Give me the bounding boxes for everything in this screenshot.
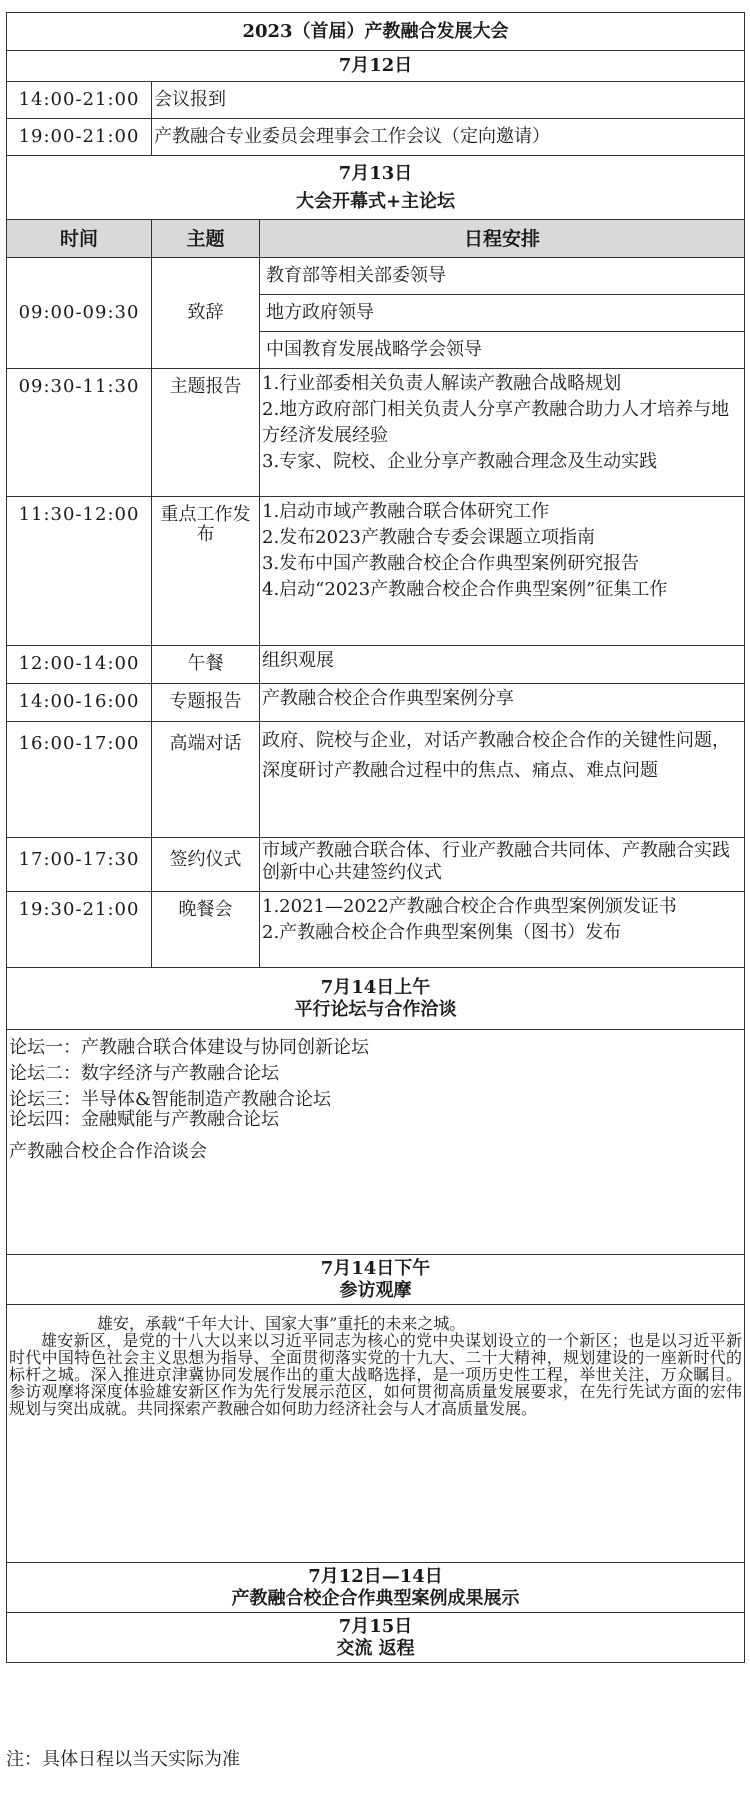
day3am-date: 7月14日上午 (320, 976, 431, 998)
day2-subtitle: 大会开幕式+主论坛 (295, 190, 456, 212)
last-subtitle: 交流 返程 (336, 1637, 415, 1659)
last-heading (7, 1613, 745, 1663)
agenda-items (260, 722, 745, 838)
agenda-time: 11:30-12:00 (7, 497, 152, 646)
visit-intro: 雄安，承载“千年大计、国家大事”重托的未来之城。 (97, 1314, 466, 1333)
footnote: 注：具体日程以当天实际为准 (6, 1749, 240, 1770)
agenda-item: 2.产教融合校企合作典型案例集（图书）发布 (262, 922, 622, 943)
schedule-table (6, 12, 745, 1663)
day1-time-2: 19:00-21:00 (7, 119, 152, 156)
forum-list (7, 1030, 745, 1255)
agenda-item: 1.启动市域产教融合联合体研究工作 (262, 501, 550, 522)
welcome-item: 中国教育发展战略学会领导 (266, 339, 482, 360)
agenda-item: 市域产教融合联合体、行业产教融合共同体、产教融合实践创新中心共建签约仪式 (262, 840, 730, 883)
agenda-items (260, 369, 745, 497)
agenda-time: 16:00-17:00 (7, 722, 152, 838)
day3pm-subtitle: 参访观摩 (339, 1279, 412, 1301)
agenda-item: 2.地方政府部门相关负责人分享产教融合助力人才培养与地方经济发展经验 (262, 399, 730, 446)
agenda-items (260, 684, 745, 722)
agenda-time: 19:30-21:00 (7, 892, 152, 968)
agenda-topic: 晚餐会 (152, 892, 260, 968)
day2-date: 7月13日 (338, 162, 413, 184)
exhibit-date: 7月12日—14日 (308, 1565, 443, 1587)
agenda-time: 14:00-16:00 (7, 684, 152, 722)
forum-item: 产教融合校企合作洽谈会 (9, 1141, 207, 1162)
welcome-topic: 致辞 (152, 258, 260, 369)
exhibit-heading (7, 1563, 745, 1613)
agenda-item: 4.启动“2023产教融合校企合作典型案例”征集工作 (262, 579, 668, 600)
visit-description (7, 1305, 745, 1563)
forum-item: 论坛四：金融赋能与产教融合论坛 (9, 1109, 279, 1130)
agenda-item: 政府、院校与企业，对话产教融合校企合作的关键性问题，深度研讨产教融合过程中的焦点、痛点、难点问题 (262, 730, 730, 781)
day3pm-heading (7, 1255, 745, 1305)
day1-item-2: 产教融合专业委员会理事会工作会议（定向邀请） (152, 119, 745, 156)
forum-item: 论坛二：数字经济与产教融合论坛 (9, 1063, 279, 1084)
agenda-topic: 高端对话 (152, 722, 260, 838)
day1-time-1: 14:00-21:00 (7, 82, 152, 119)
agenda-items (260, 838, 745, 892)
day2-heading (7, 156, 745, 220)
schedule-sheet (6, 12, 744, 1663)
agenda-items (260, 497, 745, 646)
welcome-items (260, 258, 745, 369)
header-time: 时间 (7, 220, 152, 258)
agenda-item: 产教融合校企合作典型案例分享 (262, 688, 514, 709)
agenda-topic: 签约仪式 (152, 838, 260, 892)
forum-item: 论坛三：半导体&智能制造产教融合论坛 (9, 1089, 332, 1110)
agenda-items (260, 646, 745, 684)
header-topic: 主题 (152, 220, 260, 258)
header-agenda: 日程安排 (260, 220, 745, 258)
day1-date: 7月12日 (7, 51, 745, 82)
visit-body: 雄安新区，是党的十八大以来以习近平同志为核心的党中央谋划设立的一个新区；也是以习近平新时代中国特色社会主义思想为指导、全面贯彻落实党的十九大、二十大精神，规划建设的一座新时代的标杆之城。深入推进京津冀协同发展作出的重大战略选择，是一项历史性工程，举世关注，万众瞩目。参访观摩将深度体验雄安新区作为先行发展示范区，如何贯彻高质量发展要求，在先行先试方面的宏伟规划与突出成就。共同探索产教融合如何助力经济社会与人才高质量发展。 (9, 1331, 742, 1418)
welcome-item: 地方政府领导 (260, 295, 744, 332)
agenda-time: 17:00-17:30 (7, 838, 152, 892)
agenda-item: 1.2021—2022产教融合校企合作典型案例颁发证书 (262, 896, 677, 917)
agenda-item: 1.行业部委相关负责人解读产教融合战略规划 (262, 373, 622, 394)
agenda-time: 12:00-14:00 (7, 646, 152, 684)
exhibit-subtitle: 产教融合校企合作典型案例成果展示 (231, 1587, 520, 1609)
agenda-topic: 午餐 (152, 646, 260, 684)
agenda-time: 09:30-11:30 (7, 369, 152, 497)
day3am-heading (7, 968, 745, 1030)
day3pm-date: 7月14日下午 (320, 1257, 431, 1279)
agenda-topic: 专题报告 (152, 684, 260, 722)
agenda-topic: 重点工作发布 (152, 497, 260, 646)
welcome-item: 教育部等相关部委领导 (260, 258, 744, 295)
welcome-time: 09:00-09:30 (7, 258, 152, 369)
agenda-topic: 主题报告 (152, 369, 260, 497)
day3am-subtitle: 平行论坛与合作洽谈 (294, 998, 457, 1020)
agenda-item: 2.发布2023产教融合专委会课题立项指南 (262, 527, 595, 548)
agenda-item: 3.专家、院校、企业分享产教融合理念及生动实践 (262, 451, 658, 472)
forum-item: 论坛一：产教融合联合体建设与协同创新论坛 (9, 1037, 369, 1058)
conference-title: 2023（首届）产教融合发展大会 (7, 13, 745, 51)
day1-item-1: 会议报到 (152, 82, 745, 119)
last-date: 7月15日 (338, 1615, 413, 1637)
agenda-item: 3.发布中国产教融合校企合作典型案例研究报告 (262, 553, 640, 574)
agenda-items (260, 892, 745, 968)
agenda-item: 组织观展 (262, 650, 334, 671)
